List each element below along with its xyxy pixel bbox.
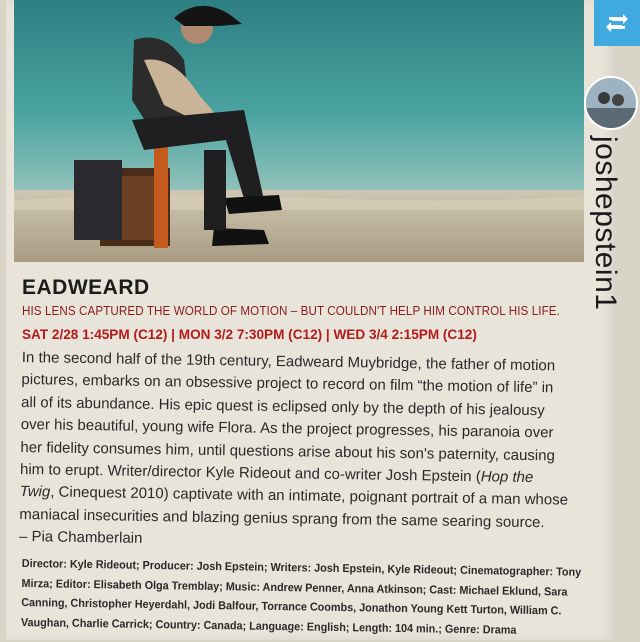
synopsis-text: , Cinequest 2010) captivate with an intimate, poignant portrait of a man whose (50, 483, 569, 510)
credits-line: Vaughan, Charlie Carrick; Country: Canada; Language: English; Length: 104 min.; Genre: Drama (20, 616, 517, 637)
synopsis-line: maniacal insecurities and blazing genius sprang from the same searing source. (19, 505, 545, 532)
synopsis (19, 347, 602, 558)
account-handle[interactable]: joshepstein1 (589, 136, 622, 311)
credits-block (21, 555, 586, 642)
article-tagline: HIS LENS CAPTURED THE WORLD OF MOTION – BUT COULDN'T HELP HIM CONTROL HIS LIFE. (22, 304, 560, 318)
synopsis-text: him to erupt. Writer/director Kyle Rideout and co-writer Josh Epstein ( (19, 461, 481, 486)
synopsis-line: pictures, embarks on an obsessive project to record on film “the motion of life” in (21, 371, 554, 397)
repost-badge[interactable] (594, 0, 640, 46)
repost-icon (603, 11, 631, 35)
film-reference: Hop the (480, 468, 534, 487)
credits-line: Mirza; Editor: Elisabeth Olga Tremblay; Music: Andrew Penner, Anna Atkinson; Cast: Michael Eklund, Sara (21, 577, 568, 599)
credits-line: Canning, Christopher Heyerdahl, Jodi Balfour, Torrance Coombs, Jonathon Young Kett Turton, William C. (21, 596, 562, 618)
reviewer-byline: – Pia Chamberlain (18, 528, 143, 548)
article-title: EADWEARD (22, 276, 150, 299)
synopsis-line: all of its abundance. His epic quest is eclipsed only by the depth of his jealousy (20, 393, 545, 420)
synopsis-line: her fidelity consumes him, until questions arise about his son's paternity, causing (20, 438, 556, 465)
film-reference: Twig (19, 483, 51, 501)
film-still-photo (14, 0, 584, 262)
showtimes: SAT 2/28 1:45PM (C12) | MON 3/2 7:30PM (C12) | WED 3/4 2:15PM (C12) (22, 326, 477, 342)
credits-line: Director: Kyle Rideout; Producer: Josh Epstein; Writers: Josh Epstein, Kyle Rideout; Cinematographer: Tony (21, 557, 582, 579)
avatar[interactable] (584, 76, 638, 130)
synopsis-line: over his beautiful, young wife Flora. As the project progresses, his paranoia over (20, 416, 554, 442)
synopsis-line: In the second half of the 19th century, Eadweard Muybridge, the father of motion (21, 348, 556, 375)
